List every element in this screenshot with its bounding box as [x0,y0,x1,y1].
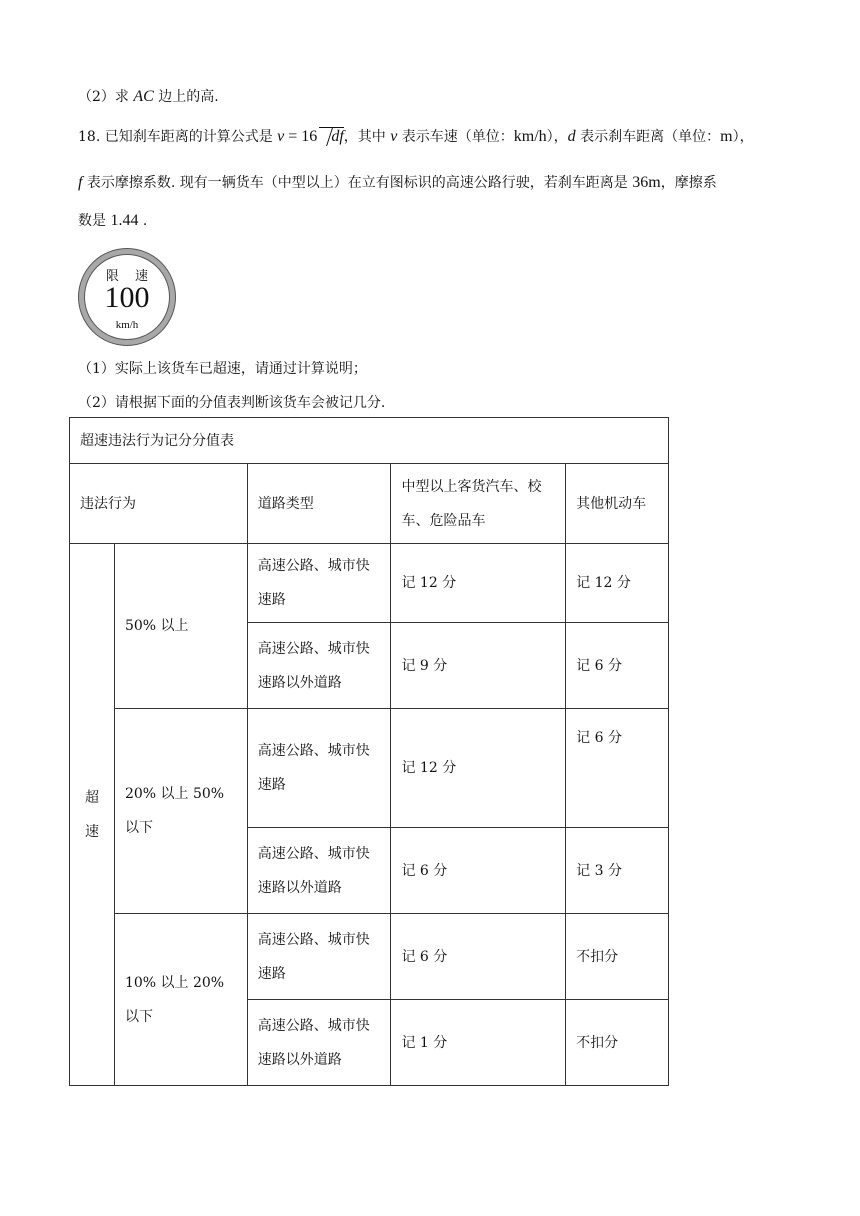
table-header-row [70,464,669,544]
formula-sqrt [319,127,343,146]
range-cell: 50% 以上 [114,544,247,709]
header-other-vehicle: 其他机动车 [566,464,669,544]
other-score-cell: 记 12 分 [566,544,669,623]
other-score-cell: 不扣分 [566,914,669,1000]
q18-text-c: 表示车速（单位： [397,129,514,145]
table-row [70,914,669,1000]
var-d: d [567,128,576,145]
formula-v: v [277,128,285,145]
heavy-score-cell: 记 9 分 [391,623,566,709]
sign-unit: km/h [115,319,139,331]
distance-value: 36m [632,174,661,191]
road-cell: 高速公路、城市快速路 [247,709,391,828]
table-row [70,709,669,828]
q18-text-f: ）， [732,129,754,145]
q17-part2-suffix: 边上的高. [153,89,219,105]
formula-eq: = 16 [284,128,318,145]
table-title-row [70,418,669,464]
sub-question-2: （2）请根据下面的分值表判断该货车会被记几分. [78,395,386,411]
formula-radicand: df [331,128,344,145]
heavy-score-cell: 记 6 分 [391,914,566,1000]
road-cell: 高速公路、城市快速路 [247,914,391,1000]
score-table [69,417,669,1086]
var-f: f [78,174,83,191]
q18-text-d: ）， [546,129,568,145]
other-score-cell: 记 6 分 [566,623,669,709]
q18-text-b: ，其中 [343,129,391,145]
var-v: v [390,128,398,145]
sign-number: 100 [104,281,150,314]
other-score-cell: 记 3 分 [566,828,669,914]
q18-text-2b: ，摩擦系 [660,175,717,191]
sign-label: 限 速 [105,269,155,284]
range-cell: 10% 以上 20% 以下 [114,914,247,1086]
q18-line1 [78,126,754,146]
q18-line3 [78,210,147,230]
other-score-cell: 不扣分 [566,1000,669,1086]
category-cell [70,544,115,1086]
q17-part2-var: AC [133,88,154,105]
road-cell: 高速公路、城市快速路 [247,544,391,623]
road-cell: 高速公路、城市快速路以外道路 [247,828,391,914]
road-cell: 高速公路、城市快速路以外道路 [247,623,391,709]
speed-limit-sign-face [84,254,170,340]
heavy-score-cell: 记 6 分 [391,828,566,914]
category-label: 超速 [84,789,99,840]
q18-text-e: 表示刹车距离（单位： [575,129,721,145]
other-score-cell: 记 6 分 [566,709,669,828]
q17-part2-prefix: （2）求 [78,89,134,105]
range-cell: 20% 以上 50% 以下 [114,709,247,914]
header-road-type: 道路类型 [247,464,391,544]
q18-text-3b: . [138,213,148,229]
heavy-score-cell: 记 12 分 [391,709,566,828]
sub-question-1: （1）实际上该货车已超速，请通过计算说明； [78,361,367,377]
road-cell: 高速公路、城市快速路以外道路 [247,1000,391,1086]
heavy-score-cell: 记 1 分 [391,1000,566,1086]
friction-value: 1.44 [110,212,139,229]
q18-line2 [78,172,717,192]
q18-text-2a: 表示摩擦系数. 现有一辆货车（中型以上）在立有图标识的高速公路行驶，若刹车距离是 [82,175,633,191]
heavy-score-cell: 记 12 分 [391,544,566,623]
q18-intro: 18. 已知刹车距离的计算公式是 [78,129,278,145]
table-title: 超速违法行为记分分值表 [70,418,669,464]
q18-text-3a: 数是 [78,213,111,229]
unit-m: m [720,128,733,145]
table-row [70,544,669,623]
q17-part2 [78,86,219,106]
speed-limit-sign [78,248,176,346]
unit-kmh: km/h [513,128,547,145]
header-violation: 违法行为 [70,464,248,544]
header-heavy-vehicle: 中型以上客货汽车、校车、危险品车 [391,464,566,544]
